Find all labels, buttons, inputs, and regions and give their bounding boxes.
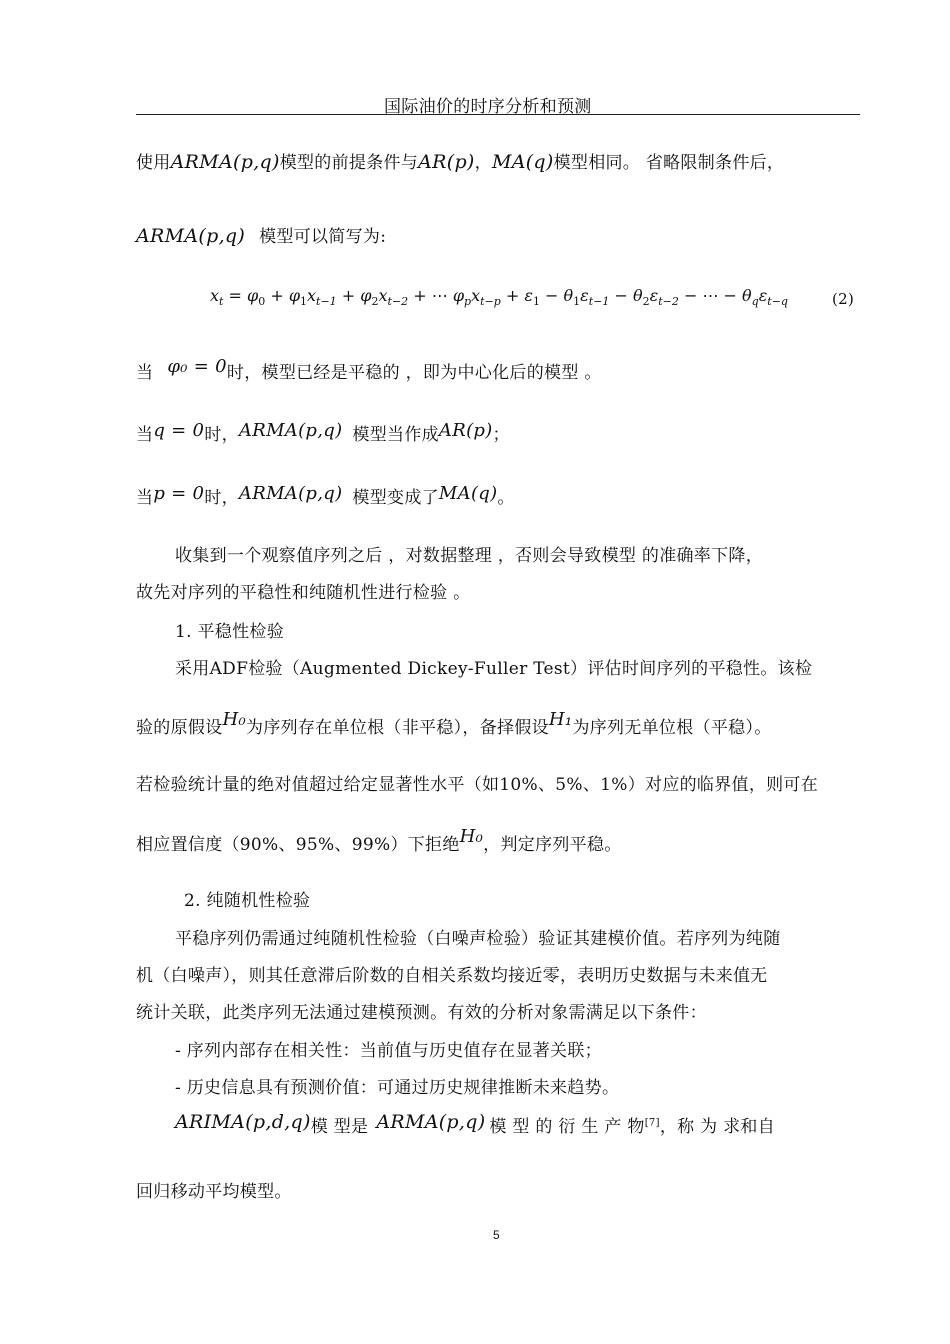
text-span: 时， bbox=[204, 488, 239, 508]
paragraph-2-line-3: 若检验统计量的绝对值超过给定显著性水平（如10%、5%、1%）对应的临界值，则可在 bbox=[136, 775, 819, 795]
text-span: ，称 为 求和自 bbox=[659, 1117, 776, 1137]
paragraph-2-line-4 bbox=[136, 826, 622, 855]
text-span: ； bbox=[492, 425, 510, 445]
text-line-5 bbox=[136, 483, 515, 508]
text-span: 模型的前提条件与 bbox=[279, 153, 419, 173]
paragraph-3-line-2: 机（白噪声），则其任意滞后阶数的自相关系数均接近零，表明历史数据与未来值无 bbox=[136, 966, 768, 986]
text-span: 相应置信度（90%、95%、99%）下拒绝 bbox=[136, 835, 460, 855]
math-q0: q = 0 bbox=[153, 420, 205, 441]
text-span: 验的原假设 bbox=[136, 718, 223, 738]
bullet-item-2: - 历史信息具有预测价值：可通过历史规律推断未来趋势。 bbox=[175, 1078, 620, 1098]
paragraph-2-line-2 bbox=[136, 709, 772, 738]
text-span: 使用 bbox=[136, 153, 171, 173]
section-heading-2: 2. 纯随机性检验 bbox=[184, 891, 311, 911]
section-heading-1: 1. 平稳性检验 bbox=[175, 622, 285, 642]
math-h0: H₀ bbox=[459, 826, 484, 847]
math-ma: MA(q) bbox=[438, 483, 498, 504]
text-span: 模型可以简写为: bbox=[259, 227, 387, 247]
text-span: 当 bbox=[136, 488, 154, 508]
math-ar: AR(p) bbox=[438, 420, 493, 441]
paragraph-1-line-1: 收集到一个观察值序列之后 ，对数据整理 ，否则会导致模型 的准确率下降， bbox=[175, 546, 764, 566]
text-span: ， bbox=[474, 153, 492, 173]
math-arma: ARMA(p,q) bbox=[376, 1111, 486, 1133]
text-span: 时， bbox=[204, 425, 239, 445]
page-header-title: 国际油价的时序分析和预测 bbox=[384, 97, 592, 117]
math-arma: ARMA(p,q) bbox=[238, 420, 343, 441]
text-span: 当 bbox=[136, 363, 154, 383]
text-span: 模型当作成 bbox=[352, 425, 439, 445]
bullet-item-1: - 序列内部存在相关性：当前值与历史值存在显著关联； bbox=[175, 1041, 602, 1061]
math-arma: ARMA(p,q) bbox=[170, 151, 280, 173]
text-span: 模 型是 bbox=[310, 1117, 369, 1137]
math-phi0: φ₀ = 0 bbox=[167, 356, 227, 377]
paragraph-3-line-1: 平稳序列仍需通过纯随机性检验（白噪声检验）验证其建模价值。若序列为纯随 bbox=[175, 929, 781, 949]
citation-ref[interactable]: [7] bbox=[644, 1117, 660, 1129]
text-span: 模型变成了 bbox=[352, 488, 439, 508]
text-span: 模型相同。 省略限制条件后， bbox=[553, 153, 785, 173]
math-arma: ARMA(p,q) bbox=[238, 483, 343, 504]
text-span: 为序列存在单位根（非平稳），备择假设 bbox=[246, 718, 549, 738]
text-span: 当 bbox=[136, 425, 154, 445]
text-span: 。 bbox=[497, 488, 515, 508]
paragraph-1-line-2: 故先对序列的平稳性和纯随机性进行检验 。 bbox=[136, 583, 471, 603]
paragraph-4-line-2: 回归移动平均模型。 bbox=[136, 1182, 292, 1202]
equation-2: $x_t = \varphi_0 + \varphi_1x_{t-1} + \varphi_2x_{t-2}$ + ⋯ $\varphi_px_{t-p} + \varepsilon_1 - \theta_1\varepsilon_{t-1} - \theta_2\varepsilon_{t-2}$ − ⋯ − $\theta_q\varepsilon_{t-q}$ bbox=[210, 286, 788, 308]
text-span: ，判定序列平稳。 bbox=[483, 835, 622, 855]
text-line-1 bbox=[136, 148, 784, 173]
math-arima: ARIMA(p,d,q) bbox=[175, 1111, 311, 1133]
text-span: 模 型 的 衍 生 产 物 bbox=[489, 1117, 645, 1137]
paragraph-2-line-1: 采用ADF检验（Augmented Dickey-Fuller Test）评估时间序列的平稳性。该检 bbox=[175, 659, 813, 679]
math-h1: H₁ bbox=[548, 709, 573, 730]
math-h0: H₀ bbox=[222, 709, 247, 730]
text-line-2 bbox=[136, 222, 386, 247]
math-ma: MA(q) bbox=[491, 151, 554, 173]
header-rule bbox=[136, 114, 860, 115]
math-ar: AR(p) bbox=[418, 151, 475, 173]
page-number: 5 bbox=[493, 1228, 500, 1242]
text-line-4 bbox=[136, 420, 510, 445]
math-p0: p = 0 bbox=[153, 483, 205, 504]
text-line-3 bbox=[136, 358, 602, 383]
text-span: 时，模型已经是平稳的 ，即为中心化后的模型 。 bbox=[226, 363, 602, 383]
paragraph-3-line-3: 统计关联，此类序列无法通过建模预测。有效的分析对象需满足以下条件： bbox=[136, 1003, 707, 1023]
equation-number: (2) bbox=[832, 290, 855, 308]
text-span: 为序列无单位根（平稳）。 bbox=[572, 718, 772, 738]
paragraph-4-line-1 bbox=[175, 1112, 775, 1137]
math-arma: ARMA(p,q) bbox=[136, 225, 246, 247]
